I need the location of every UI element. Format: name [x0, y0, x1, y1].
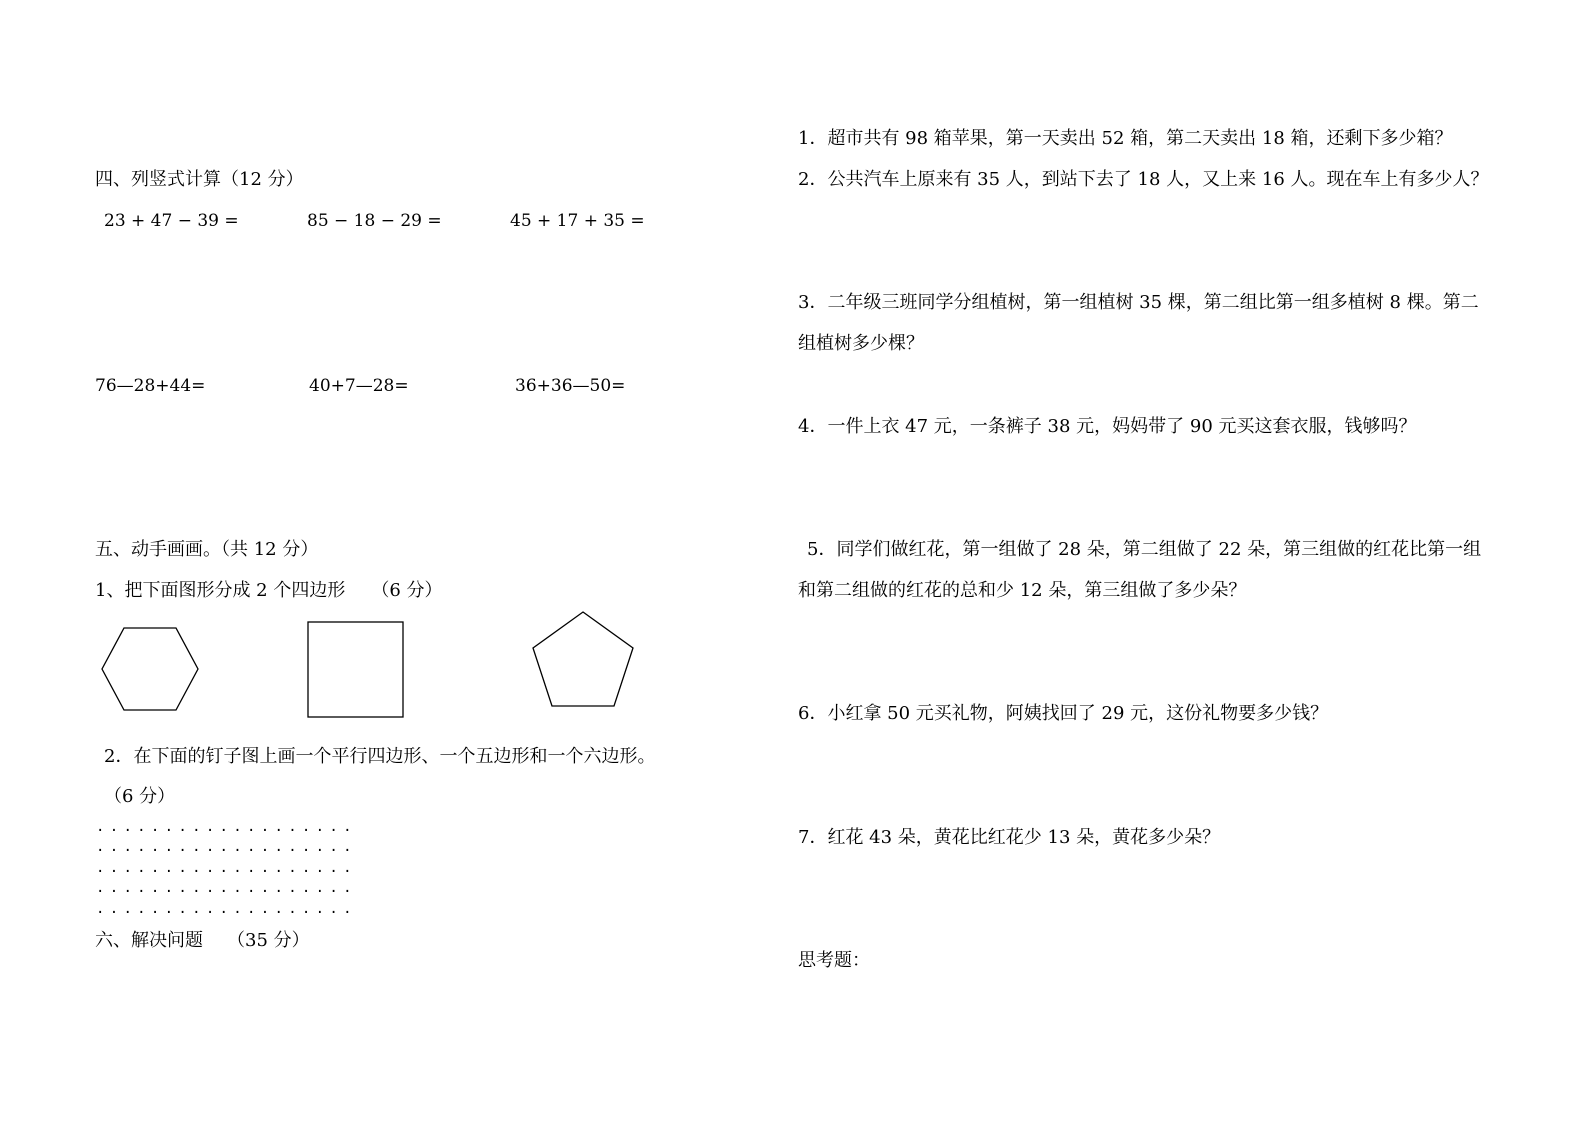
problem-5-line-2: 和第二组做的红花的总和少 12 朵，第三组做了多少朵？: [798, 580, 1247, 601]
hexagon-shape: [102, 628, 198, 710]
section-6-title-text: 六、解决问题: [95, 930, 203, 951]
calc-expression: 76—28+44=: [95, 376, 206, 396]
draw-question-1-points: （6 分）: [371, 580, 443, 601]
draw-question-2-points: （6 分）: [104, 786, 176, 807]
problem-2: 2．公共汽车上原来有 35 人，到站下去了 18 人，又上来 16 人。现在车上有多少人？: [798, 169, 1489, 190]
nail-board-row: ...................: [96, 860, 357, 876]
nail-board-row: ...................: [96, 819, 357, 835]
draw-question-2: 2．在下面的钉子图上画一个平行四边形、一个五边形和一个六边形。: [104, 746, 656, 767]
problem-6: 6．小红拿 50 元买礼物，阿姨找回了 29 元，这份礼物要多少钱？: [798, 703, 1329, 724]
problem-3-line-1: 3．二年级三班同学分组植树，第一组植树 35 棵，第二组比第一组多植树 8 棵。第二: [798, 292, 1479, 313]
calc-expression: 85 − 18 − 29 =: [307, 211, 442, 231]
calc-expression: 40+7—28=: [309, 376, 409, 396]
thinking-question-title: 思考题：: [798, 950, 870, 971]
nail-board-row: ...................: [96, 901, 357, 917]
problem-5-line-1: 5．同学们做红花，第一组做了 28 朵，第二组做了 22 朵，第三组做的红花比第一组: [807, 539, 1482, 560]
problem-7: 7．红花 43 朵，黄花比红花少 13 朵，黄花多少朵？: [798, 827, 1221, 848]
calc-expression: 23 + 47 − 39 =: [104, 211, 239, 231]
nail-board-row: ...................: [96, 839, 357, 855]
problem-4: 4．一件上衣 47 元，一条裤子 38 元，妈妈带了 90 元买这套衣服，钱够吗？: [798, 416, 1417, 437]
draw-question-1-text: 1、把下面图形分成 2 个四边形: [95, 580, 346, 601]
section-6-points: （35 分）: [227, 930, 310, 951]
section-6-title: [95, 930, 310, 952]
square-shape: [308, 622, 403, 717]
problem-3-line-2: 组植树多少棵？: [798, 333, 924, 354]
nail-board-row: ...................: [96, 880, 357, 896]
calc-expression: 45 + 17 + 35 =: [510, 211, 645, 231]
calc-expression: 36+36—50=: [515, 376, 626, 396]
section-4-title: 四、列竖式计算（12 分）: [95, 169, 304, 190]
problem-1: 1．超市共有 98 箱苹果，第一天卖出 52 箱，第二天卖出 18 箱，还剩下多少箱？: [798, 128, 1453, 149]
section-5-title: 五、动手画画。（共 12 分）: [95, 539, 319, 560]
pentagon-shape: [533, 612, 633, 706]
